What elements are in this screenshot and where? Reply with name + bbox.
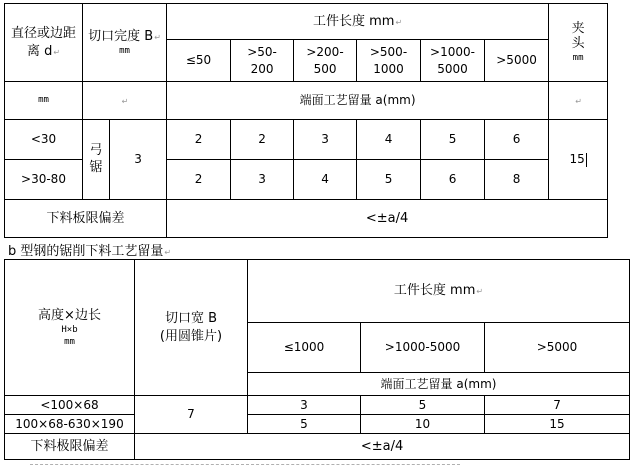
empty-cell: ↵ xyxy=(549,82,608,120)
value-cell: 4 xyxy=(294,160,357,200)
allowance-label: 端面工艺留量 a(mm) xyxy=(167,82,549,120)
tolerance-label: 下料板限偏差 xyxy=(5,200,167,238)
text-cursor xyxy=(586,153,587,167)
saw-allowance-table-a xyxy=(4,3,608,238)
kerf-header-cell xyxy=(135,260,248,396)
clamp-header-cell xyxy=(549,4,608,82)
length-range-1: ≤1000 xyxy=(248,323,361,373)
kerf-unit: mm xyxy=(119,46,130,57)
hb-header: H×b xyxy=(61,325,78,336)
size-row-1: <100×68 xyxy=(5,396,135,415)
value-cell: 6 xyxy=(421,160,485,200)
length-range-6: >5000 xyxy=(485,40,549,82)
value-cell: 8 xyxy=(485,160,549,200)
value-cell: 5 xyxy=(361,396,485,415)
height-header: 高度×边长 xyxy=(38,307,101,323)
clamp-header: 夹头 xyxy=(571,20,585,52)
height-unit: mm xyxy=(64,337,75,348)
tolerance-value: <±a/4 xyxy=(135,434,630,460)
empty-cell: ↵ xyxy=(83,82,167,120)
height-header-cell xyxy=(5,260,135,396)
size-row-2: >30-80 xyxy=(5,160,83,200)
caption-text: b 型钢的锯削下料工艺留量 xyxy=(8,244,164,259)
value-cell: 5 xyxy=(357,160,421,200)
kerf-value: 7 xyxy=(135,396,248,434)
size-row-1: <30 xyxy=(5,120,83,160)
length-header-cell: 工件长度 mm↵ xyxy=(248,260,630,323)
value-cell: 2 xyxy=(231,120,294,160)
value-cell: 2 xyxy=(167,160,231,200)
length-range-4: >500-1000 xyxy=(357,40,421,82)
saw-allowance-table-b xyxy=(4,259,630,460)
next-line-fragment xyxy=(30,464,460,467)
length-range-3: >200-500 xyxy=(294,40,357,82)
length-range-3: >5000 xyxy=(485,323,630,373)
clamp-value-cell xyxy=(549,120,608,200)
length-header: 工件长度 mm xyxy=(312,13,395,29)
value-cell: 4 xyxy=(357,120,421,160)
value-cell: 2 xyxy=(167,120,231,160)
clamp-unit: mm xyxy=(572,53,584,64)
kerf-header-cell: 切口完度 B↵ mm xyxy=(83,4,167,82)
allowance-label: 端面工艺留量 a(mm) xyxy=(248,373,630,396)
value-cell: 10 xyxy=(361,415,485,434)
value-cell: 7 xyxy=(485,396,630,415)
kerf-header: 切口完度 B xyxy=(88,28,154,44)
diameter-header: 直径或边距离 d xyxy=(10,25,76,59)
value-cell: 15 xyxy=(485,415,630,434)
kerf-header-note: (用圆锥片) xyxy=(159,328,223,344)
kerf-value: 3 xyxy=(110,120,167,200)
value-cell: 5 xyxy=(248,415,361,434)
clamp-value: 15 xyxy=(569,152,585,167)
value-cell: 5 xyxy=(421,120,485,160)
length-range-2: >1000-5000 xyxy=(361,323,485,373)
value-cell: 3 xyxy=(294,120,357,160)
section-caption: b 型钢的锯削下料工艺留量↵ xyxy=(8,244,172,259)
length-range-1: ≤50 xyxy=(167,40,231,82)
value-cell: 6 xyxy=(485,120,549,160)
tolerance-value: <±a/4 xyxy=(167,200,608,238)
saw-type: 弓锯 xyxy=(89,142,103,175)
length-header: 工件长度 mm xyxy=(393,283,476,299)
size-row-2: 100×68-630×190 xyxy=(5,415,135,434)
kerf-header: 切口宽 B xyxy=(164,310,218,326)
value-cell: 3 xyxy=(248,396,361,415)
unit-mm-cell: mm xyxy=(5,82,83,120)
saw-type-cell xyxy=(83,120,110,200)
value-cell: 3 xyxy=(231,160,294,200)
tolerance-label: 下料极限偏差 xyxy=(5,434,135,460)
length-range-5: >1000-5000 xyxy=(421,40,485,82)
length-header-cell: 工件长度 mm↵ xyxy=(167,4,549,40)
length-range-2: >50-200 xyxy=(231,40,294,82)
diameter-header-cell: 直径或边距离 d↵ xyxy=(5,4,83,82)
